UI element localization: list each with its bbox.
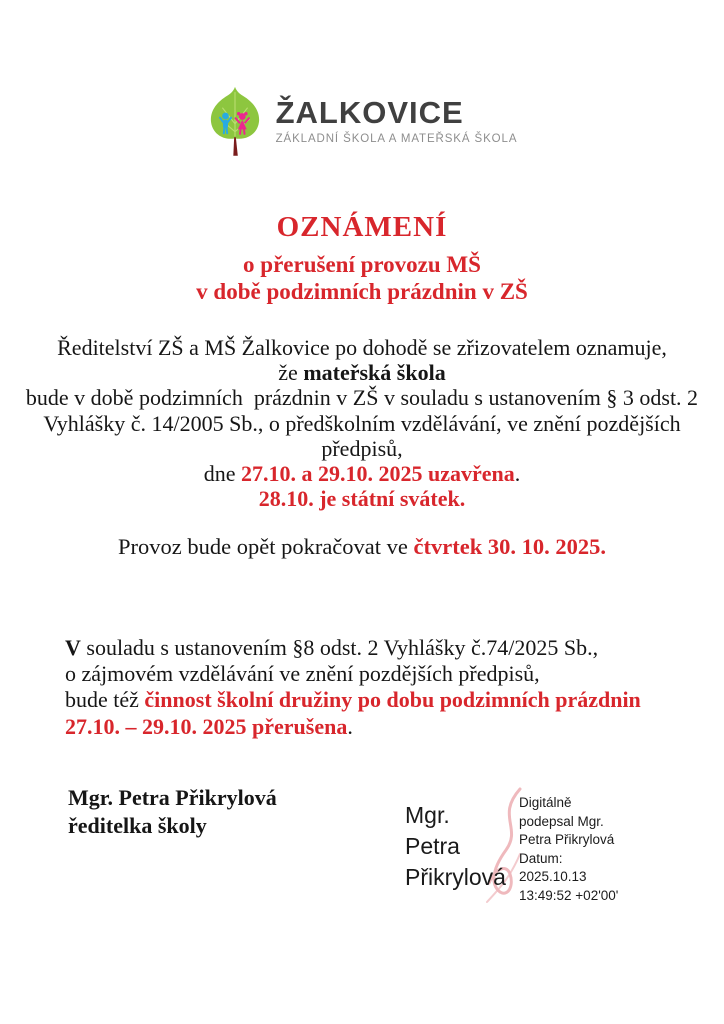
document-subtitle	[0, 251, 724, 305]
digital-signature-details	[519, 794, 618, 905]
dsig-detail-line: Digitálně	[519, 795, 572, 810]
signatory-block	[68, 784, 277, 840]
resume-date: čtvrtek 30. 10. 2025.	[413, 534, 606, 559]
paragraph-announcement	[0, 335, 724, 511]
document-title: OZNÁMENÍ	[276, 211, 448, 244]
dsig-detail-line: 13:49:52 +02'00'	[519, 887, 619, 903]
digital-signature-name: Mgr. Petra Přikrylová	[405, 802, 506, 890]
dsig-detail-line: Datum:	[519, 850, 563, 866]
closure-dates-line: dne 27.10. a 29.10. 2025 uzavřena.	[203, 461, 521, 487]
body-line: V souladu s ustanovením §8 odst. 2 Vyhlášky č.74/2025 Sb.,	[65, 635, 599, 660]
logo-title: ŽALKOVICE	[275, 95, 464, 130]
club-closure-text: činnost školní družiny po dobu podzimních prázdnin	[144, 687, 641, 713]
subtitle-line: v době podzimních prázdnin v ZŠ	[196, 279, 528, 304]
bold-materska-skola: mateřská škola	[303, 360, 446, 386]
logo-subtitle: ZÁKLADNÍ ŠKOLA A MATEŘSKÁ ŠKOLA	[275, 133, 518, 145]
dsig-detail-line: Petra Přikrylová	[519, 832, 615, 847]
body-line: Ředitelství ZŠ a MŠ Žalkovice po dohodě se zřizovatelem oznamuje,	[57, 335, 667, 360]
body-line: předpisů,	[321, 435, 403, 461]
closure-dates: 27.10. a 29.10. 2025 uzavřena	[241, 461, 515, 487]
body-line: Vyhlášky č. 14/2005 Sb., o předškolním vzdělávání, ve znění pozdějších	[43, 410, 681, 436]
signatory-name: Mgr. Petra Přikrylová	[68, 785, 277, 810]
club-closure-dates: 27.10. – 29.10. 2025 přerušena	[65, 713, 348, 739]
paragraph-school-club	[65, 635, 641, 740]
body-line: bude v době podzimních prázdnin v ZŠ v souladu s ustanovením § 3 odst. 2	[25, 385, 699, 411]
dsig-detail-line: 2025.10.13	[519, 869, 587, 884]
leaf-with-children-icon	[207, 84, 263, 158]
school-logo	[0, 84, 724, 158]
subtitle-line: o přerušení provozu MŠ	[243, 252, 481, 277]
dsig-detail-line: podepsal Mgr.	[519, 813, 604, 829]
resume-operation-line: Provoz bude opět pokračovat ve čtvrtek 30. 10. 2025.	[117, 534, 606, 559]
signatory-role: ředitelka školy	[68, 813, 207, 838]
body-line: bude též činnost školní družiny po dobu podzimních prázdnin	[65, 687, 641, 713]
body-line: o zájmovém vzdělávání ve znění pozdějších předpisů,	[65, 661, 540, 687]
club-closure-dates-line: 27.10. – 29.10. 2025 přerušena.	[65, 713, 353, 739]
holiday-note-line: 28.10. je státní svátek.	[258, 486, 466, 512]
logo-text	[276, 97, 518, 145]
body-line: že mateřská škola	[278, 360, 446, 386]
